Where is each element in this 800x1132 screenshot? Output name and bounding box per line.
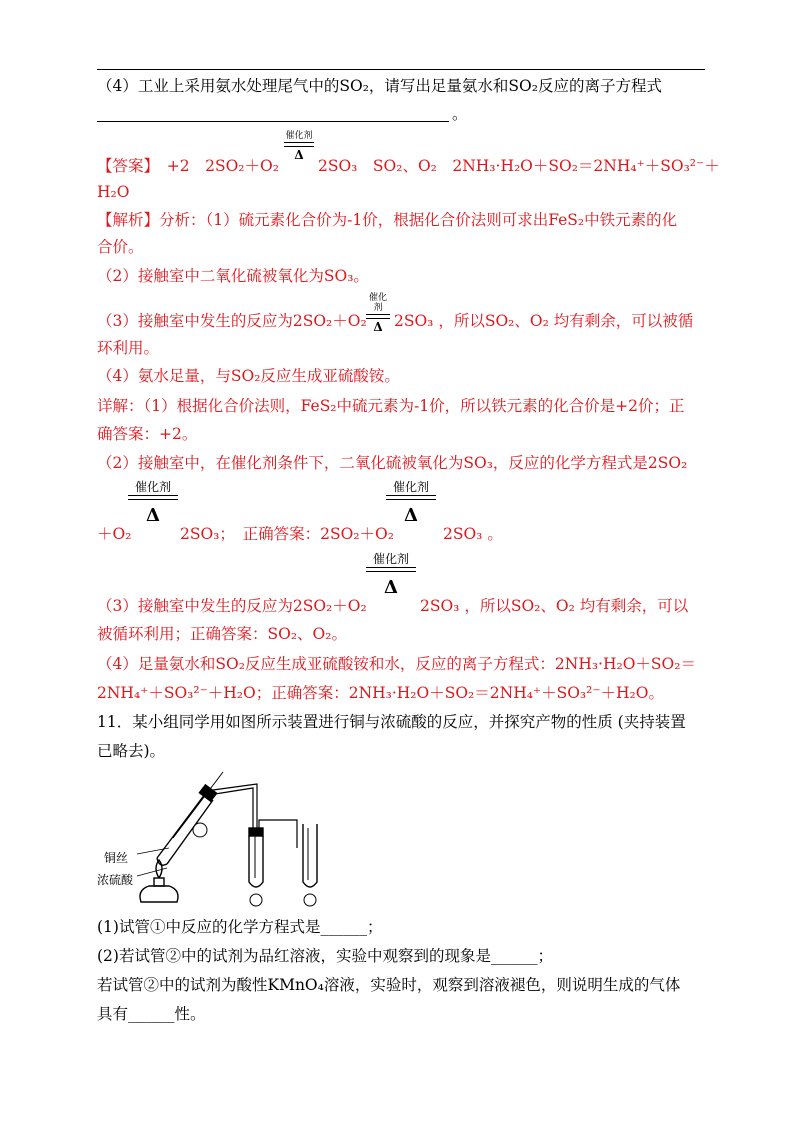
catalyst-arrow: [366, 552, 416, 598]
catalyst-label: 催化剂: [134, 480, 171, 494]
alcohol-lamp-icon: [140, 886, 178, 902]
detail-line-7: （4）足量氨水和SO₂反应生成亚硫酸铵和水，反应的离子方程式：2NH₃·H₂O＋SO₂＝: [97, 655, 696, 673]
catalyst-label: 催化剂: [368, 293, 387, 313]
equilibrium-arrow: [366, 566, 416, 574]
catalyst-arrow: [128, 480, 178, 526]
heat-symbol: Δ: [373, 320, 383, 334]
subquestion-4: 具有______性。: [97, 1005, 206, 1023]
answer-line-2: H₂O: [97, 183, 130, 201]
subquestion-2: (2)若试管②中的试剂为品红溶液，实验中观察到的现象是______；: [97, 947, 553, 965]
answer-line-1b: 2SO₃ SO₂、O₂ 2NH₃·H₂O＋SO₂＝2NH₄⁺＋SO₃²⁻＋: [318, 157, 720, 175]
detail-line-8: 2NH₄⁺＋SO₃²⁻＋H₂O；正确答案：2NH₃·H₂O＋SO₂＝2NH₄⁺＋SO₃²⁻＋H₂O。: [97, 684, 664, 702]
catalyst-arrow: [284, 131, 314, 161]
q11-line-2: 已略去)。: [97, 742, 166, 760]
analysis-line-4a: （3）接触室中发生的反应为2SO₂＋O₂: [97, 312, 367, 330]
label-concentrated-acid: 浓硫酸: [97, 873, 134, 887]
detail-line-4b: 2SO₃； 正确答案：2SO₂＋O₂: [180, 525, 394, 543]
heat-symbol: Δ: [146, 505, 160, 526]
label-copper-wire: 铜丝: [104, 851, 129, 865]
analysis-line-5: 环利用。: [97, 339, 160, 357]
detail-line-2: 确答案：+2。: [97, 425, 198, 443]
equilibrium-arrow: [366, 313, 390, 321]
equilibrium-arrow: [386, 494, 436, 502]
catalyst-label: 催化剂: [372, 552, 409, 566]
detail-line-4a: ＋O₂: [97, 525, 132, 543]
catalyst-arrow: [366, 293, 390, 333]
detail-line-5a: （3）接触室中发生的反应为2SO₂＋O₂: [97, 597, 367, 615]
catalyst-arrow: [386, 480, 436, 526]
equilibrium-arrow: [128, 494, 178, 502]
analysis-line-1: 【解析】分析：（1）硫元素化合价为-1价，根据化合价法则可求出FeS₂中铁元素的化: [97, 211, 678, 229]
heat-symbol: Δ: [404, 505, 418, 526]
q11-line-1: 11．某小组同学用如图所示装置进行铜与浓硫酸的反应，并探究产物的性质 (夹持装置: [97, 713, 686, 731]
detail-line-1: 详解：（1）根据化合价法则，FeS₂中硫元素为-1价，所以铁元素的化合价是+2价；正: [97, 397, 685, 415]
subquestion-1: (1)试管①中反应的化学方程式是______；: [97, 918, 383, 936]
catalyst-label: 催化剂: [285, 131, 313, 141]
detail-line-4c: 2SO₃ 。: [443, 525, 503, 543]
equilibrium-arrow: [284, 141, 314, 149]
answer-blank-line: [97, 121, 449, 122]
detail-line-6: 被循环利用；正确答案：SO₂、O₂。: [97, 625, 347, 643]
heat-symbol: Δ: [294, 148, 304, 162]
top-rule: [97, 69, 705, 70]
subquestion-3: 若试管②中的试剂为酸性KMnO₄溶液，实验时，观察到溶液褪色，则说明生成的气体: [97, 976, 681, 994]
analysis-line-6: （4）氨水足量，与SO₂反应生成亚硫酸铵。: [97, 367, 400, 385]
analysis-line-2: 合价。: [97, 238, 144, 256]
answer-line-1: 【答案】 +2 2SO₂＋O₂: [97, 157, 279, 175]
detail-line-3: （2）接触室中，在催化剂条件下，二氧化硫被氧化为SO₃，反应的化学方程式是2SO₂: [97, 454, 688, 472]
detail-line-5b: 2SO₃ ，所以SO₂、O₂ 均有剩余，可以: [420, 597, 689, 615]
heat-symbol: Δ: [384, 577, 398, 598]
catalyst-label: 催化剂: [392, 480, 429, 494]
analysis-line-4b: 2SO₃ ，所以SO₂、O₂ 均有剩余，可以被循: [394, 312, 694, 330]
question-4-text: （4）工业上采用氨水处理尾气中的SO₂，请写出足量氨水和SO₂反应的离子方程式: [97, 77, 662, 95]
question-4-end: 。: [452, 105, 468, 123]
analysis-line-3: （2）接触室中二氧化硫被氧化为SO₃。: [97, 267, 369, 285]
